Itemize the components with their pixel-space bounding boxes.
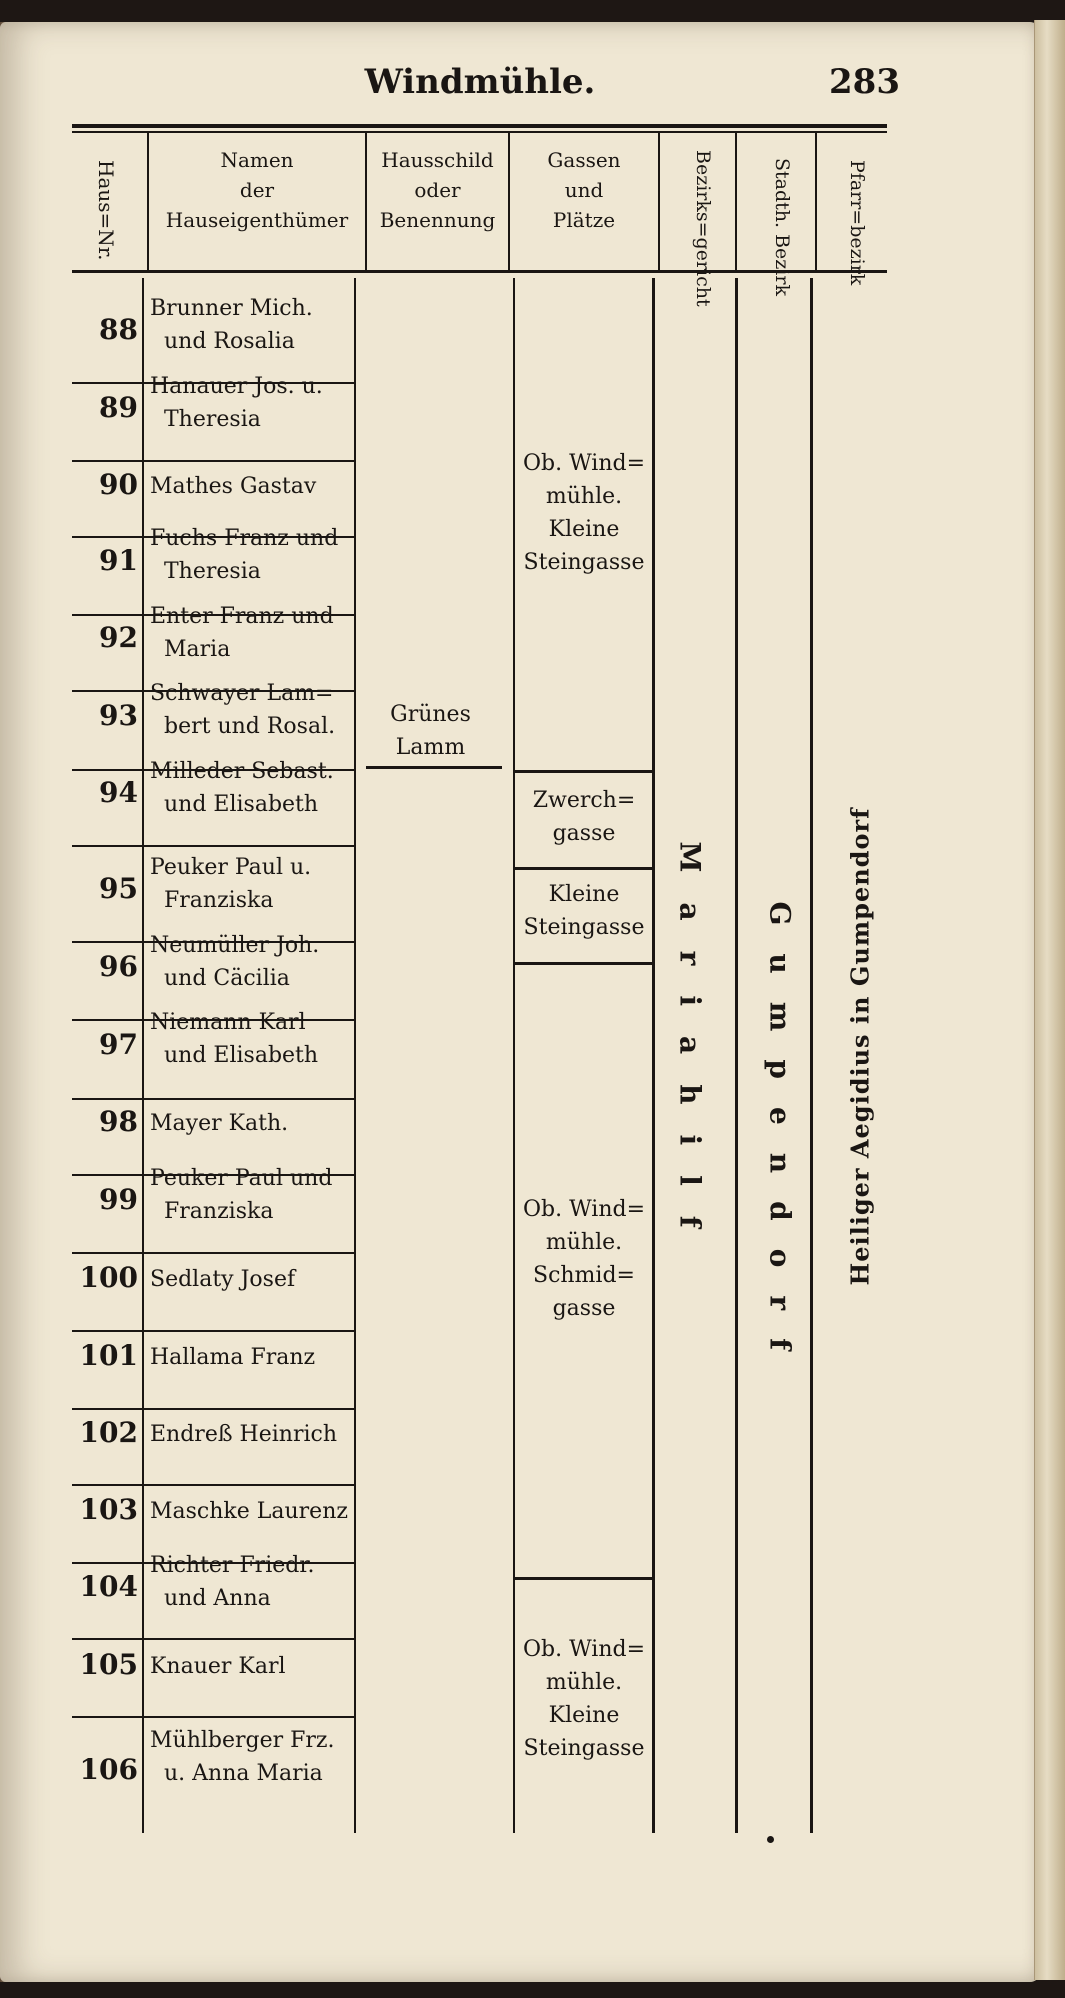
gassen-line: mühle. <box>545 1670 623 1695</box>
owner-name <box>150 1650 355 1683</box>
col-header-hausschild <box>366 145 509 235</box>
gassen-line: Schmid= <box>533 1263 635 1288</box>
col-header-namen-line: Namen <box>220 148 294 172</box>
row-number: 88 <box>99 313 138 346</box>
owner-line: Mayer Kath. <box>150 1111 289 1136</box>
owner-line: Fuchs Franz und <box>150 526 339 551</box>
page-title: Windmühle. <box>364 62 596 102</box>
gassen-rule <box>515 867 652 870</box>
owner-line: Theresia <box>164 407 261 432</box>
owner-line: und Elisabeth <box>164 1043 319 1068</box>
gassen-line: mühle. <box>545 1230 623 1255</box>
owner-line: und Rosalia <box>164 329 295 354</box>
page-edges <box>1034 20 1065 1980</box>
row-number: 106 <box>79 1753 138 1786</box>
owner-line: bert und Rosal. <box>164 714 336 739</box>
row-number: 91 <box>99 544 138 577</box>
owner-name <box>150 522 355 588</box>
owner-line: Enter Franz und <box>150 604 334 629</box>
pfarr-bezirk-value: Heiliger Aegidius in Gumpendorf <box>845 807 875 1286</box>
row-divider <box>72 1408 355 1410</box>
row-number: 94 <box>99 776 138 809</box>
gassen-line: Kleine <box>548 1703 620 1728</box>
gassen-line: Kleine <box>548 517 620 542</box>
body-divider <box>810 278 813 1833</box>
owner-name <box>150 755 355 821</box>
gassen-entry <box>514 1633 654 1765</box>
header-divider <box>735 131 737 271</box>
owner-line: Knauer Karl <box>150 1654 286 1679</box>
bezirksgericht-value: Mariahilf <box>673 841 707 1258</box>
gassen-line: Ob. Wind= <box>522 1197 646 1222</box>
row-divider <box>72 1252 355 1254</box>
top-rule-thin <box>72 131 887 133</box>
owner-line: Neumüller Joh. <box>150 933 320 958</box>
col-header-namen-line: Hauseigenthümer <box>165 208 349 232</box>
row-divider <box>72 1484 355 1486</box>
owner-line: Franziska <box>164 888 274 913</box>
owner-line: Mathes Gastav <box>150 474 317 499</box>
row-number: 99 <box>99 1183 138 1216</box>
col-header-hausschild-line: oder <box>414 178 461 202</box>
owner-line: Franziska <box>164 1199 274 1224</box>
header-bottom-rule <box>72 270 887 273</box>
owner-line: Milleder Sebast. <box>150 759 334 784</box>
row-divider <box>72 1098 355 1100</box>
owner-line: Niemann Karl <box>150 1010 306 1035</box>
gassen-rule <box>515 1577 652 1580</box>
owner-line: und Elisabeth <box>164 792 319 817</box>
col-header-hausschild-line: Hausschild <box>381 148 494 172</box>
gassen-line: Zwerch= <box>532 788 636 813</box>
header-divider <box>815 131 817 271</box>
col-header-bezirksgericht: Bezirks=gericht <box>692 150 714 307</box>
col-header-gassen-line: Plätze <box>552 208 616 232</box>
row-divider <box>72 460 355 462</box>
col-header-haus-nr: Haus=Nr. <box>94 160 118 261</box>
gassen-line: Steingasse <box>523 915 645 940</box>
row-number: 95 <box>99 872 138 905</box>
gassen-line: Steingasse <box>523 1736 645 1761</box>
owner-line: Schwayer Lam= <box>150 681 334 706</box>
row-divider <box>72 1638 355 1640</box>
owner-name <box>150 600 355 666</box>
owner-line: Endreß Heinrich <box>150 1422 337 1447</box>
hausschild-line: Grünes <box>390 702 471 727</box>
owner-name <box>150 470 355 503</box>
owner-name <box>150 1724 355 1790</box>
gassen-line: Kleine <box>548 882 620 907</box>
owner-line: Hanauer Jos. u. <box>150 374 323 399</box>
gassen-line: gasse <box>552 821 616 846</box>
row-divider <box>72 1330 355 1332</box>
gassen-entry <box>514 447 654 579</box>
row-number: 93 <box>99 699 138 732</box>
owner-line: Mühlberger Frz. <box>150 1728 335 1753</box>
gassen-line: mühle. <box>545 484 623 509</box>
end-dot <box>767 1836 774 1843</box>
owner-name <box>150 370 355 436</box>
row-divider <box>72 1716 355 1718</box>
owner-line: Maschke Laurenz <box>150 1499 348 1524</box>
owner-line: Brunner Mich. <box>150 296 313 321</box>
row-number: 90 <box>99 468 138 501</box>
row-number: 98 <box>99 1105 138 1138</box>
owner-name <box>150 1162 355 1228</box>
col-header-gassen-line: Gassen <box>547 148 621 172</box>
row-number: 97 <box>99 1028 138 1061</box>
body-divider <box>142 278 144 1833</box>
row-number: 102 <box>79 1416 138 1449</box>
owner-line: und Cäcilia <box>164 966 290 991</box>
row-number: 92 <box>99 621 138 654</box>
row-number: 100 <box>79 1261 138 1294</box>
hausschild-entry <box>358 698 503 764</box>
row-number: 105 <box>79 1648 138 1681</box>
owner-line: Maria <box>164 637 231 662</box>
owner-line: Richter Friedr. <box>150 1553 315 1578</box>
header-divider <box>658 131 660 271</box>
top-rule-thick <box>72 124 887 128</box>
col-header-gassen-line: und <box>564 178 604 202</box>
owner-name <box>150 1107 355 1140</box>
owner-line: und Anna <box>164 1586 271 1611</box>
owner-name <box>150 1006 355 1072</box>
owner-line: Sedlaty Josef <box>150 1267 296 1292</box>
owner-name <box>150 1418 355 1451</box>
gassen-entry <box>514 878 654 944</box>
hausschild-line: Lamm <box>395 735 466 760</box>
col-header-hausschild-line: Benennung <box>379 208 496 232</box>
owner-name <box>150 677 355 743</box>
owner-name <box>150 1549 355 1615</box>
owner-line: Peuker Paul u. <box>150 855 312 880</box>
gassen-line: gasse <box>552 1296 616 1321</box>
owner-line: Peuker Paul und <box>150 1166 333 1191</box>
col-header-namen-line: der <box>239 178 275 202</box>
stadth-bezirk-value: Gumpendorf <box>763 901 797 1379</box>
row-number: 89 <box>99 391 138 424</box>
col-header-pfarr-bezirk: Pfarr=bezirk <box>846 160 868 286</box>
gassen-line: Ob. Wind= <box>522 451 646 476</box>
hausschild-rule <box>366 766 502 769</box>
owner-name <box>150 1263 355 1296</box>
row-divider <box>72 845 355 847</box>
owner-line: Hallama Franz <box>150 1345 316 1370</box>
col-header-gassen <box>510 145 658 235</box>
owner-name <box>150 1495 355 1528</box>
col-header-stadth-bezirk: Stadth. Bezirk <box>771 158 793 296</box>
gassen-rule <box>515 770 652 773</box>
owner-name <box>150 929 355 995</box>
row-number: 104 <box>79 1570 138 1603</box>
gassen-rule <box>515 962 652 965</box>
gassen-entry <box>514 784 654 850</box>
row-number: 101 <box>79 1339 138 1372</box>
body-divider <box>735 278 738 1833</box>
gassen-line: Steingasse <box>523 550 645 575</box>
row-number: 96 <box>99 950 138 983</box>
page-number: 283 <box>829 62 900 102</box>
owner-name <box>150 292 355 358</box>
owner-line: Theresia <box>164 559 261 584</box>
owner-name <box>150 851 355 917</box>
col-header-namen <box>148 145 366 235</box>
gassen-line: Ob. Wind= <box>522 1637 646 1662</box>
owner-name <box>150 1341 355 1374</box>
owner-line: u. Anna Maria <box>164 1761 323 1786</box>
row-number: 103 <box>79 1493 138 1526</box>
gassen-entry <box>514 1193 654 1325</box>
